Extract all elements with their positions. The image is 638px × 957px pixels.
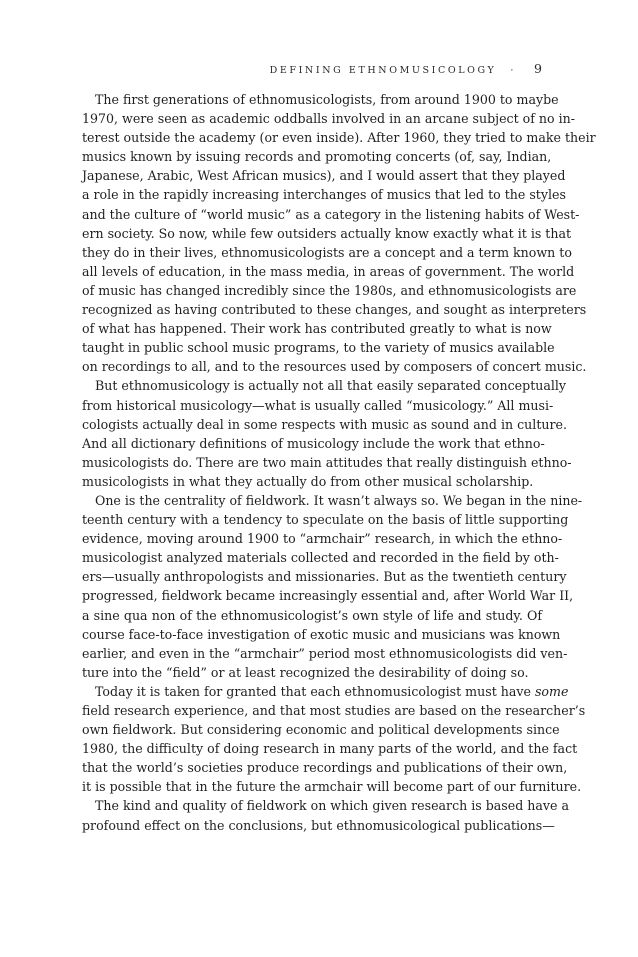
text-line: The first generations of ethnomusicologists, from around 1900 to maybe: [95, 92, 559, 107]
paragraph: [82, 491, 583, 682]
running-head-separator: ·: [510, 65, 517, 76]
text-line: all levels of education, in the mass media, in areas of government. The world: [82, 263, 575, 279]
text-line: terest outside the academy (or even inside). After 1960, they tried to make their: [82, 130, 596, 146]
text-line: earlier, and even in the “armchair” period most ethnomusicologists did ven-: [82, 645, 568, 661]
text-line: cologists actually deal in some respects with music as sound and in culture.: [82, 416, 567, 432]
text-line: musicologists in what they actually do from other musical scholarship.: [82, 473, 534, 489]
text-line: evidence, moving around 1900 to “armchair” research, in which the ethno-: [82, 531, 563, 547]
text-line: a sine qua non of the ethnomusicologist’s own style of life and study. Of: [82, 607, 542, 623]
body-text: [82, 90, 596, 835]
text-line: own fieldwork. But considering economic and political developments since: [82, 722, 560, 738]
text-line: The kind and quality of fieldwork on which given research is based have a: [95, 798, 569, 814]
text-line: taught in public school music programs, to the variety of musics available: [82, 340, 555, 356]
text-line: recognized as having contributed to these changes, and sought as interpreters: [82, 302, 587, 318]
text-line: course face-to-face investigation of exotic music and musicians was known: [82, 626, 561, 642]
text-line: profound effect on the conclusions, but ethnomusicological publications—: [82, 817, 555, 833]
text-line: And all dictionary definitions of musicology include the work that ethno-: [82, 435, 545, 451]
text-line: they do in their lives, ethnomusicologists are a concept and a term known to: [82, 244, 572, 260]
text-line: and the culture of “world music” as a category in the listening habits of West-: [82, 206, 580, 222]
text-line: ern society. So now, while few outsiders actually know exactly what it is that: [82, 225, 572, 241]
running-head-title: DEFINING ETHNOMUSICOLOGY: [269, 65, 497, 76]
paragraph: [82, 796, 569, 834]
page-number: 9: [534, 61, 542, 76]
text-line: progressed, fieldwork became increasingly essential and, after World War II,: [82, 588, 574, 604]
text-line: it is possible that in the future the armchair will become part of our furniture.: [82, 779, 582, 795]
paragraph: [82, 376, 572, 491]
running-head: [82, 61, 542, 76]
text-line: of music has changed incredibly since the 1980s, and ethnomusicologists are: [82, 282, 577, 298]
paragraph: [82, 682, 586, 797]
text-line: 1980, the difficulty of doing research in many parts of the world, and the fact: [82, 741, 578, 757]
text-line: One is the centrality of fieldwork. It wasn’t always so. We began in the nine-: [95, 492, 583, 508]
text-line: musics known by issuing records and promoting concerts (of, say, Indian,: [82, 149, 552, 165]
text-line: from historical musicology—what is usually called “musicology.” All musi-: [82, 397, 554, 413]
text-line: But ethnomusicology is actually not all that easily separated conceptually: [95, 378, 567, 394]
text-line: field research experience, and that most studies are based on the researcher’s: [82, 703, 586, 718]
text-line: of what has happened. Their work has contributed greatly to what is now: [82, 321, 552, 337]
text-line: ture into the “field” or at least recognized the desirability of doing so.: [82, 664, 529, 680]
text-line: on recordings to all, and to the resources used by composers of concert music.: [82, 359, 587, 375]
text-line: ers—usually anthropologists and missionaries. But as the twentieth century: [82, 569, 567, 585]
text-line: Japanese, Arabic, West African musics), and I would assert that they played: [82, 168, 566, 184]
text-line: musicologist analyzed materials collected and recorded in the field by oth-: [82, 550, 559, 566]
text-line: 1970, were seen as academic oddballs involved in an arcane subject of no in-: [82, 111, 575, 127]
text-line: that the world’s societies produce recordings and publications of their own,: [82, 760, 568, 776]
paragraph: [82, 90, 596, 376]
text-line: a role in the rapidly increasing interchanges of musics that led to the styles: [82, 187, 566, 203]
text-line: musicologists do. There are two main attitudes that really distinguish ethno-: [82, 454, 572, 470]
text-line: Today it is taken for granted that each ethnomusicologist must have some: [95, 683, 569, 699]
text-line: teenth century with a tendency to speculate on the basis of little supporting: [82, 512, 569, 528]
